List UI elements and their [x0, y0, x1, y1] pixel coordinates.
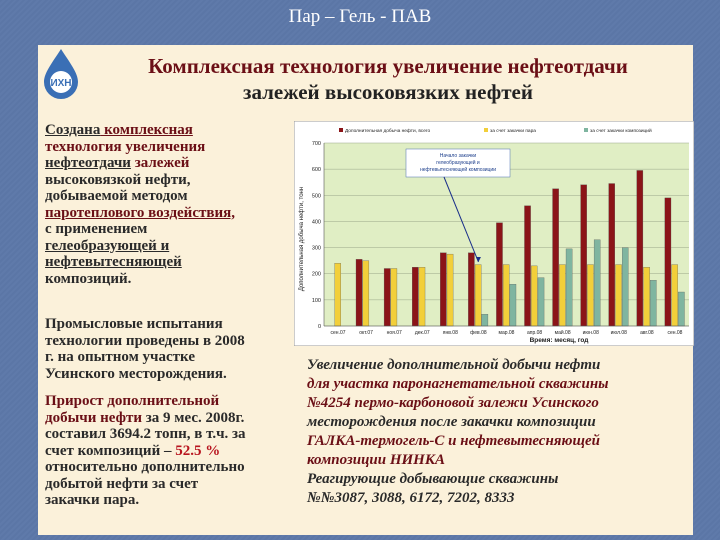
annotation-text: нефтевытесняющей композиции	[420, 167, 496, 173]
text-line: гелеобразующей и	[45, 237, 170, 254]
bar	[503, 265, 509, 326]
y-axis-label: Дополнительная добыча нефти, тонн	[299, 186, 305, 292]
x-tick-label: авг.08	[640, 330, 654, 336]
y-tick-label: 700	[311, 141, 321, 147]
text-line: с применением	[45, 221, 148, 237]
institute-logo	[40, 47, 82, 99]
bar	[440, 253, 446, 326]
bar	[447, 254, 453, 326]
chart-caption	[307, 356, 692, 508]
bar	[644, 267, 650, 326]
text-line: относительно дополнительно	[45, 459, 245, 475]
text-line: Промысловые испытания	[45, 316, 223, 332]
bar	[615, 265, 621, 326]
y-tick-label: 400	[311, 219, 321, 226]
legend-label: за счет закачки пара	[490, 129, 536, 134]
legend-label: Дополнительная добыча нефти, всего	[345, 129, 431, 134]
bar	[510, 284, 516, 326]
legend-label: за счет закачки композиций	[590, 129, 652, 134]
x-tick-label: апр.08	[526, 330, 543, 336]
x-axis-label: Время: месяц, год	[529, 337, 589, 344]
bar	[672, 265, 678, 326]
text-line: добытой нефти за счет	[45, 475, 199, 492]
text-line: Прирост дополнительной	[45, 393, 220, 409]
text-line: технологии проведены в 2008	[45, 332, 245, 349]
bar	[678, 292, 684, 326]
left-text-block-3	[45, 393, 295, 509]
x-tick-label: окт.07	[359, 330, 373, 336]
caption-line: для участка паронагнетательной скважины	[307, 376, 609, 392]
legend-swatch	[584, 128, 588, 132]
x-tick-label: май.08	[554, 330, 571, 336]
text-line: технология увеличения	[45, 138, 206, 155]
x-tick-label: янв.08	[442, 330, 458, 336]
left-text-block-2	[45, 316, 295, 382]
logo-text: ИХН	[50, 78, 72, 89]
bar	[468, 253, 474, 326]
bar	[496, 223, 502, 326]
caption-line: №№3087, 3088, 6172, 7202, 8333	[307, 490, 515, 506]
text-line: добычи нефти за 9 мес. 2008г.	[45, 409, 245, 426]
text-line: добываемой методом	[45, 188, 188, 204]
bar	[482, 314, 488, 326]
text-line: Создана комплексная	[45, 122, 193, 138]
bar	[538, 278, 544, 326]
legend-swatch	[484, 128, 488, 132]
bar	[665, 198, 671, 326]
bar	[412, 267, 418, 326]
caption-line: ГАЛКА-термогель-С и нефтевытесняющей	[307, 433, 600, 449]
x-tick-label: сен.08	[667, 330, 683, 336]
bar	[391, 268, 397, 326]
bar	[531, 266, 537, 326]
y-tick-label: 200	[311, 271, 321, 278]
x-tick-label: июн.08	[582, 330, 599, 336]
x-tick-label: ноя.07	[386, 330, 402, 336]
bar	[622, 248, 628, 326]
bar	[335, 263, 341, 326]
text-line: нефтеотдачи залежей	[45, 155, 190, 171]
bar	[559, 265, 565, 326]
left-text-block-1	[45, 122, 295, 287]
bar	[553, 189, 559, 326]
y-tick-label: 600	[311, 167, 321, 174]
y-tick-label: 500	[311, 193, 321, 200]
x-tick-label: фев.08	[470, 330, 487, 336]
x-tick-label: сен.07	[330, 330, 346, 336]
caption-line: Реагирующие добывающие скважины	[307, 471, 559, 487]
y-tick-label: 100	[311, 297, 321, 304]
text-line: составил 3694.2 топн, в т.ч. за	[45, 426, 246, 442]
bar	[566, 249, 572, 326]
caption-line: №4254 пермо-карбоновой залежи Усинского	[307, 395, 599, 411]
slide-title: Пар – Гель - ПАВ	[288, 6, 432, 27]
bar	[384, 268, 390, 326]
text-line: композиций.	[45, 270, 132, 287]
annotation-text: гелеобразующей и	[436, 160, 480, 166]
bar	[594, 240, 600, 326]
legend-swatch	[339, 128, 343, 132]
bar	[581, 185, 587, 326]
y-tick-label: 0	[317, 324, 321, 330]
annotation-text: Начало закачки	[439, 153, 477, 159]
text-line: Усинского месторождения.	[45, 365, 227, 382]
text-line: закачки пара.	[45, 492, 140, 508]
production-bar-chart	[294, 121, 694, 346]
text-line: нефтевытесняющей	[45, 254, 182, 270]
bar	[419, 267, 425, 326]
x-tick-label: июл.08	[610, 330, 627, 336]
bar	[356, 259, 362, 326]
caption-line: композиции НИНКА	[307, 452, 446, 468]
bar	[475, 265, 481, 326]
caption-line: месторождения после закачки композиции	[307, 414, 596, 430]
x-tick-label: дек.07	[414, 330, 430, 336]
y-tick-label: 300	[311, 245, 321, 252]
x-tick-label: мар.08	[498, 330, 515, 336]
bar	[609, 184, 615, 326]
text-line: паротеплового воздействия,	[45, 204, 235, 221]
bar	[650, 280, 656, 326]
text-line: счет композиций – 52.5 %	[45, 442, 221, 459]
bar	[524, 206, 530, 326]
bar	[637, 170, 643, 326]
heading-line-1: Комплексная технология увеличение нефтеотдачи	[148, 54, 628, 78]
text-line: г. на опытном участке	[45, 349, 195, 365]
bar	[587, 265, 593, 326]
heading-line-2: залежей высоковязких нефтей	[243, 80, 533, 104]
text-line: высоковязкой нефти,	[45, 171, 191, 188]
bar	[363, 261, 369, 326]
caption-line: Увеличение дополнительной добычи нефти	[307, 357, 601, 373]
